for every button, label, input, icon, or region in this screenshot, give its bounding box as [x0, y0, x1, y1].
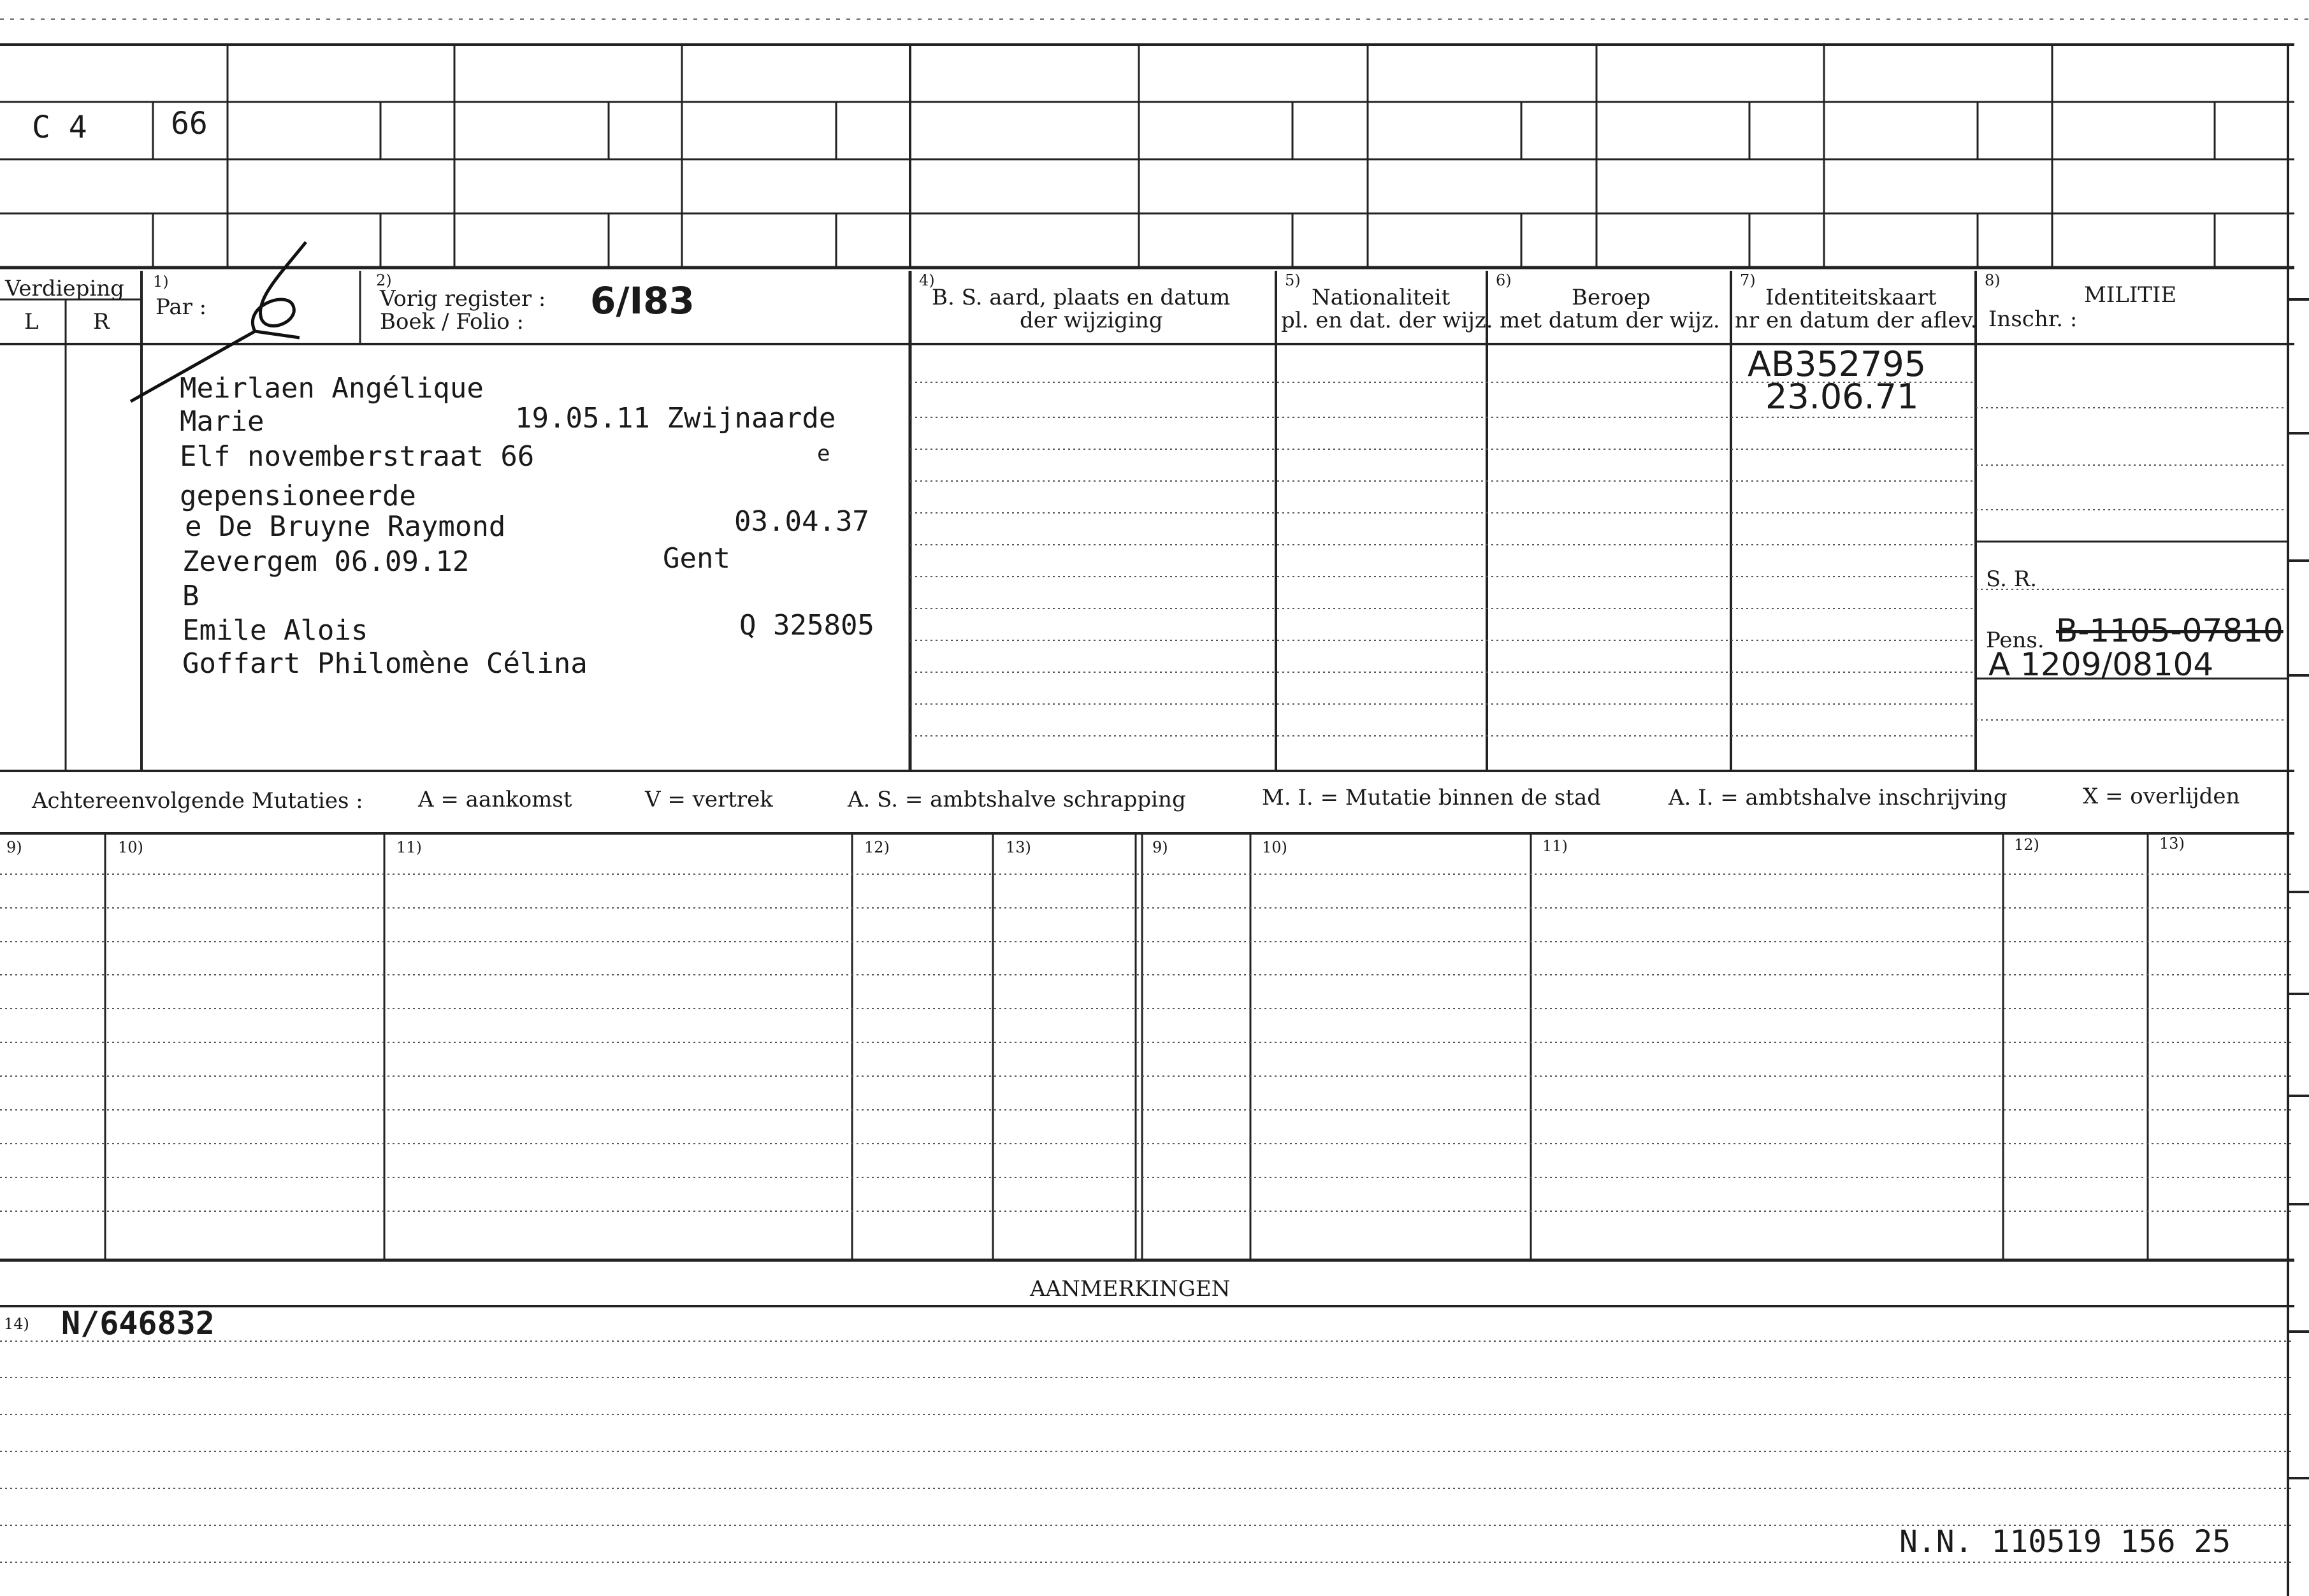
mutation-col-13: 13) — [1006, 838, 1031, 856]
mutation-code-as: A. S. = ambtshalve schrapping — [848, 787, 1186, 812]
person-name: Meirlaen Angélique — [180, 372, 484, 405]
person-spouse-date: 03.04.37 — [734, 505, 869, 538]
mutations-title: Achtereenvolgende Mutaties : — [32, 788, 363, 814]
person-spouse: e De Bruyne Raymond — [185, 510, 506, 543]
field-number-1: 1) — [153, 273, 169, 291]
vorig-register-value: 6/I83 — [590, 279, 695, 322]
mutation-col-11b: 11) — [1542, 837, 1568, 855]
person-first-names: Marie — [180, 405, 264, 438]
person-father: Emile Alois — [182, 614, 368, 647]
mutation-col-11: 11) — [396, 838, 422, 856]
mutation-col-12b: 12) — [2014, 836, 2039, 854]
inschr-label: Inschr. : — [1988, 306, 2078, 332]
pension-new-number: A 1209/08104 — [1988, 646, 2214, 683]
beroep-header-line2: met datum der wijz. — [1500, 308, 1720, 333]
mutation-col-10b: 10) — [1262, 838, 1287, 856]
field-number-8: 8) — [1985, 271, 2001, 289]
person-spouse-place: Gent — [663, 542, 730, 575]
person-address-mark: e — [817, 441, 830, 466]
identiteitskaart-header-line2: nr en datum der aflev. — [1735, 308, 1978, 333]
bs-header-line1: B. S. aard, plaats en datum — [932, 285, 1231, 310]
beroep-header-line1: Beroep — [1572, 285, 1651, 310]
field-number-2: 2) — [376, 271, 392, 289]
mutation-code-ai: A. I. = ambtshalve inschrijving — [1668, 785, 2008, 810]
register-number: 66 — [171, 106, 208, 141]
identity-card-date: 23.06.71 — [1765, 377, 1919, 417]
identiteitskaart-header-line1: Identiteitskaart — [1765, 285, 1937, 310]
person-profession: gepensioneerde — [180, 480, 416, 512]
verdieping-label: Verdieping — [5, 276, 124, 301]
mutation-code-a: A = aankomst — [418, 787, 572, 812]
boek-folio-label: Boek / Folio : — [380, 309, 524, 334]
nationaliteit-header-line2: pl. en dat. der wijz. — [1281, 308, 1493, 333]
register-code: C 4 — [32, 110, 87, 145]
person-spouse-birth: Zevergem 06.09.12 — [182, 545, 470, 578]
militie-header: MILITIE — [2084, 282, 2177, 308]
mutation-col-9: 9) — [6, 838, 22, 856]
field-number-6: 6) — [1496, 271, 1512, 289]
person-birth: 19.05.11 Zwijnaarde — [515, 402, 836, 435]
person-reference: Q 325805 — [739, 609, 874, 642]
person-address: Elf novemberstraat 66 — [180, 440, 535, 473]
vorig-register-label: Vorig register : — [380, 286, 546, 312]
field-number-5: 5) — [1285, 271, 1301, 289]
mutation-code-v: V = vertrek — [645, 787, 773, 812]
mutation-code-mi: M. I. = Mutatie binnen de stad — [1262, 785, 1601, 810]
remarks-title: AANMERKINGEN — [1030, 1276, 1231, 1302]
mutation-col-13b: 13) — [2159, 835, 2185, 852]
field-number-4: 4) — [919, 271, 935, 289]
field-number-7: 7) — [1740, 271, 1756, 289]
identity-card-number: AB352795 — [1748, 344, 1927, 384]
field-number-14: 14) — [4, 1315, 29, 1333]
column-r-label: R — [93, 309, 110, 334]
national-number: N.N. 110519 156 25 — [1899, 1524, 2231, 1560]
sr-label: S. R. — [1986, 566, 2038, 592]
mutation-col-9b: 9) — [1152, 838, 1168, 856]
mutation-code-x: X = overlijden — [2083, 784, 2240, 809]
remarks-value: N/646832 — [61, 1305, 215, 1342]
par-label: Par : — [156, 294, 207, 320]
pens-label: Pens. — [1986, 628, 2045, 653]
person-mother: Goffart Philomène Célina — [182, 647, 588, 680]
bs-header-line2: der wijziging — [1020, 308, 1163, 333]
person-marker: B — [182, 580, 199, 612]
mutation-col-10: 10) — [118, 838, 143, 856]
mutation-col-12: 12) — [864, 838, 890, 856]
column-l-label: L — [24, 309, 39, 334]
pension-old-number: B-1105-07810 — [2056, 612, 2284, 649]
nationaliteit-header-line1: Nationaliteit — [1312, 285, 1451, 310]
